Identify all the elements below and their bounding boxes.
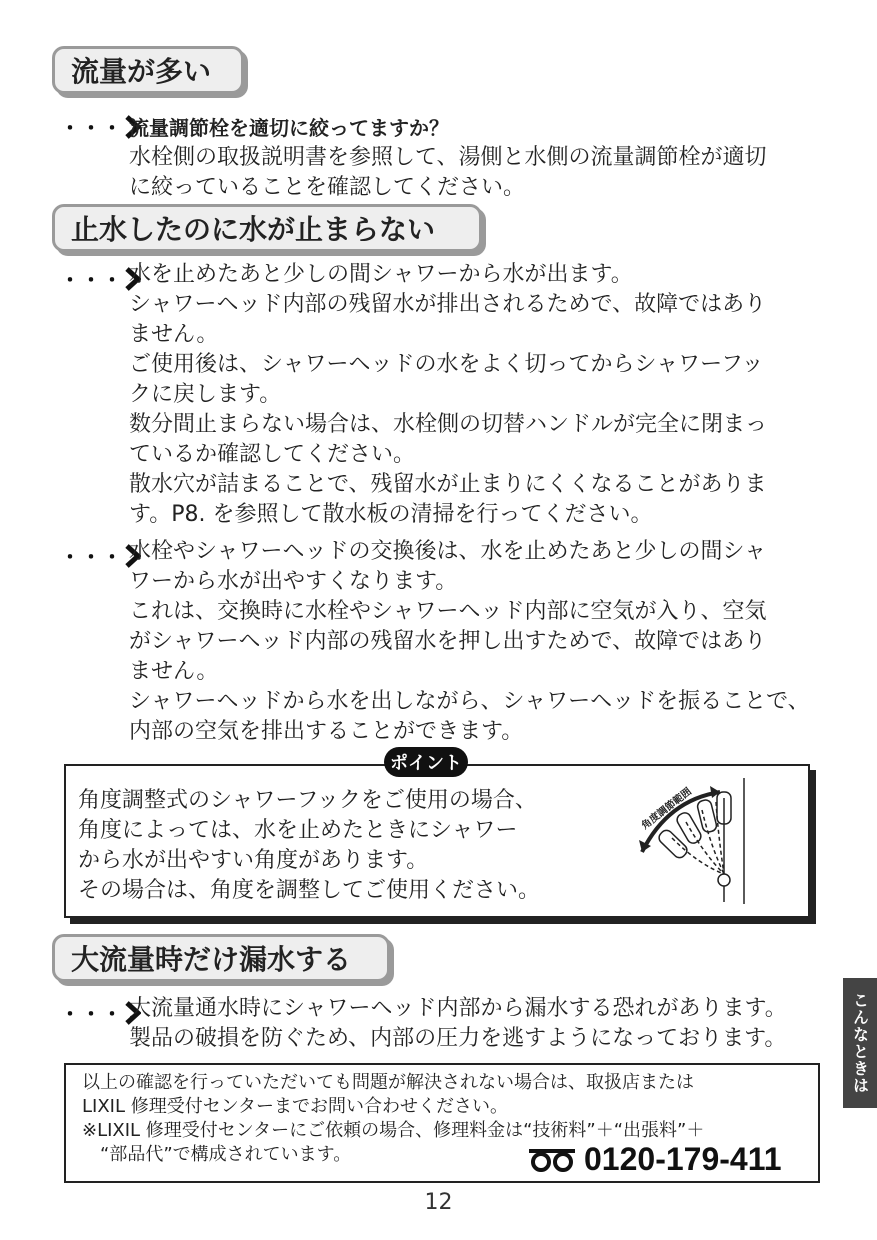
text-line: 散水穴が詰まることで、残留水が止まりにくくなることがありま [129, 472, 767, 497]
text-line: ご使用後は、シャワーヘッドの水をよく切ってからシャワーフッ [129, 352, 764, 377]
answer-text [129, 994, 829, 1054]
shower-angle-illustration [628, 774, 768, 908]
text-line: クに戻します。 [129, 382, 282, 407]
section-heading-text: 大流量時だけ漏水する [71, 943, 352, 976]
section-heading-text: 流量が多い [71, 55, 212, 88]
contact-line: ※LIXIL 修理受付センターにご依頼の場合、修理料金は“技術料”＋“出張料”＋ [82, 1120, 705, 1141]
contact-line: LIXIL 修理受付センターまでお問い合わせください。 [82, 1096, 509, 1117]
text-line: 水栓やシャワーヘッドの交換後は、水を止めたあと少しの間シャ [129, 539, 767, 564]
text-line: シャワーヘッドから水を出しながら、シャワーヘッドを振ることで、 [129, 689, 810, 714]
section-heading-leak [52, 934, 390, 982]
text-line: に絞っていることを確認してください。 [129, 175, 526, 200]
page-number: 12 [424, 1190, 453, 1215]
bullet-dots: ・・・ [60, 1002, 123, 1026]
section-heading-water-not-stopping [52, 204, 482, 252]
text-line: 角度調整式のシャワーフックをご使用の場合、 [78, 788, 537, 813]
section-heading-flow [52, 46, 244, 94]
text-line: ワーから水が出やすくなります。 [129, 569, 458, 594]
freedial-icon [528, 1148, 576, 1172]
bullet-dots: ・・・ [60, 545, 123, 569]
text-line: 内部の空気を排出することができます。 [129, 719, 524, 744]
contact-box [64, 1063, 820, 1183]
text-line: シャワーヘッド内部の残留水が排出されるためで、故障ではあり [129, 292, 767, 317]
answer-text [129, 260, 829, 530]
text-line: ません。 [129, 659, 219, 684]
answer-text [129, 537, 829, 747]
bullet-dots: ・・・ [60, 268, 123, 292]
question-text: 流量調節栓を適切に絞ってますか？ [129, 116, 449, 140]
text-line: 角度によっては、水を止めたときにシャワー [78, 818, 518, 843]
text-line: がシャワーヘッド内部の残留水を押し出すためで、故障ではあり [129, 629, 767, 654]
side-index-tab: こんなときは [843, 978, 877, 1108]
phone-number [528, 1141, 782, 1178]
text-line: す。P8. を参照して散水板の清掃を行ってください。 [129, 502, 653, 527]
text-line: これは、交換時に水栓やシャワーヘッド内部に空気が入り、空気 [129, 599, 767, 624]
text-line: から水が出やすい角度があります。 [78, 848, 429, 873]
point-badge: ポイント [384, 747, 468, 777]
text-line: 水栓側の取扱説明書を参照して、湯側と水側の流量調節栓が適切 [129, 145, 767, 170]
text-line: 製品の破損を防ぐため、内部の圧力を逃すようになっております。 [129, 1026, 787, 1051]
phone-number-text: 0120-179-411 [584, 1141, 782, 1177]
text-line: 水を止めたあと少しの間シャワーから水が出ます。 [129, 262, 633, 287]
text-line: 数分間止まらない場合は、水栓側の切替ハンドルが完全に閉まっ [129, 412, 768, 437]
section-heading-text: 止水したのに水が止まらない [71, 213, 436, 246]
angle-range-label: 角度調節範囲 [639, 786, 694, 832]
answer-text [129, 143, 829, 203]
text-line: ません。 [129, 322, 219, 347]
contact-line: “部品代”で構成されています。 [82, 1144, 352, 1165]
text-line: ているか確認してください。 [129, 442, 416, 467]
bullet-dots: ・・・ [60, 116, 123, 140]
contact-line: 以上の確認を行っていただいても問題が解決されない場合は、取扱店または [82, 1072, 694, 1093]
text-line: その場合は、角度を調整してご使用ください。 [78, 878, 541, 903]
point-text [78, 786, 618, 906]
text-line: 大流量通水時にシャワーヘッド内部から漏水する恐れがあります。 [129, 996, 787, 1021]
